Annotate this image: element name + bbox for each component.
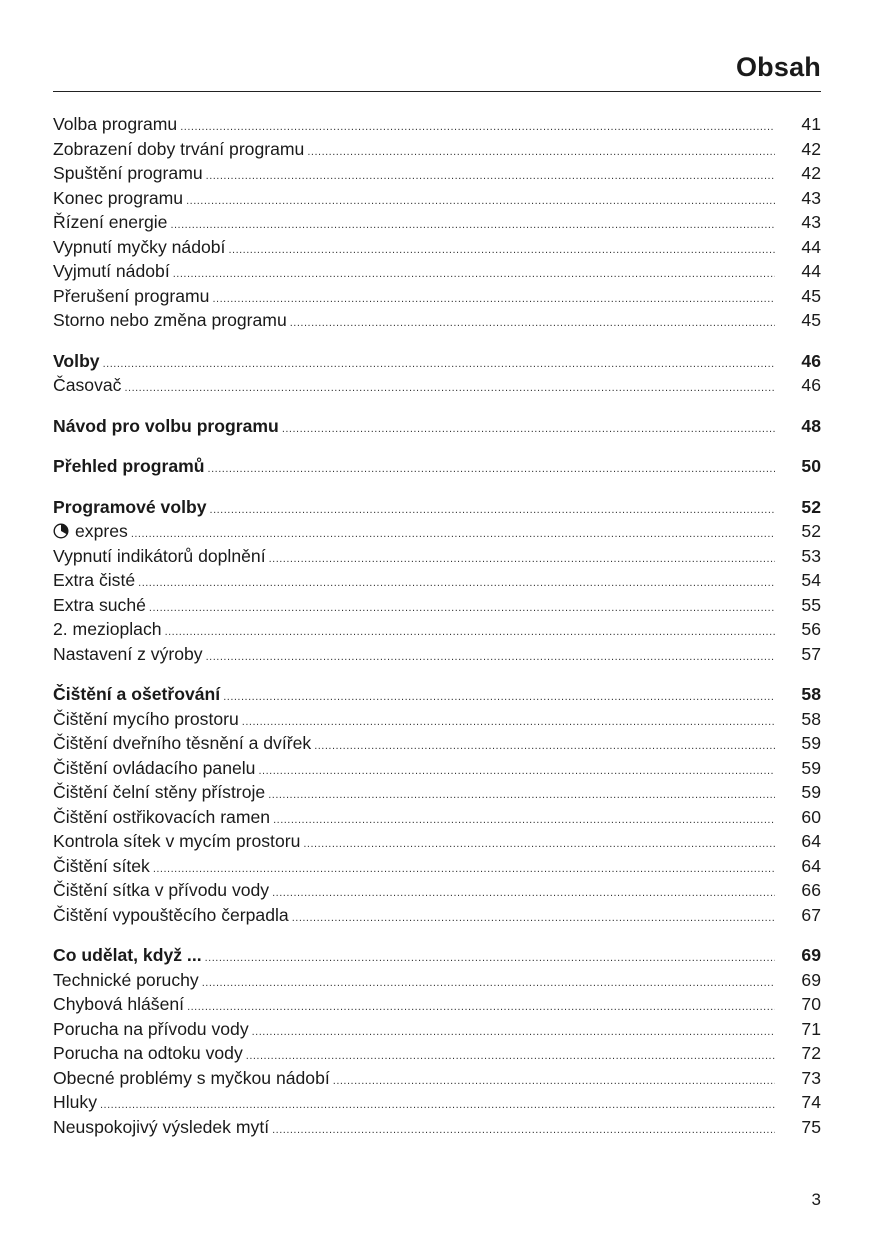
dot-leader [228,244,775,256]
dot-leader [180,121,775,133]
toc-entry-page: 60 [801,806,821,827]
toc-section [53,416,821,441]
toc-entry[interactable] [53,831,821,856]
toc-entry[interactable] [53,644,821,669]
toc-entry[interactable] [53,1043,821,1068]
dot-leader [173,268,775,280]
toc-entry-page: 46 [801,350,821,371]
toc-section [53,945,821,1141]
toc-entry[interactable] [53,905,821,930]
dot-leader [165,626,775,638]
page-title: Obsah [735,52,821,82]
toc-entry[interactable] [53,709,821,734]
dot-leader [246,1050,775,1062]
toc-entry[interactable] [53,856,821,881]
page-number: 3 [811,1190,821,1209]
toc-entry[interactable] [53,1019,821,1044]
dot-leader [333,1075,775,1087]
toc-heading-entry[interactable] [53,497,821,522]
toc-entry[interactable] [53,212,821,237]
toc-entry-title: Porucha na odtoku vody [53,1043,243,1063]
toc-entry-title: Kontrola sítek v mycím prostoru [53,831,301,851]
dot-leader [307,146,775,158]
toc-entry-title: Nastavení z výroby [53,643,203,664]
toc-entry-page: 52 [801,521,821,541]
toc-entry-page: 59 [801,782,821,802]
toc-entry-title: Přerušení programu [53,285,210,306]
toc-entry-title: Co udělat, když ... [53,945,202,965]
toc-entry[interactable] [53,286,821,311]
toc-entry-page: 52 [801,496,821,517]
toc-entry[interactable] [53,619,821,644]
dot-leader [149,602,775,614]
toc-entry[interactable] [53,375,821,400]
toc-entry[interactable] [53,807,821,832]
dot-leader [124,382,775,394]
dot-leader [202,977,775,989]
toc-entry-page: 64 [801,855,821,876]
toc-entry-page: 41 [801,114,821,134]
toc-entry-page: 69 [801,969,821,990]
toc-entry-page: 56 [801,619,821,639]
toc-entry-title: Čištění a ošetřování [53,684,221,704]
dot-leader [210,504,775,516]
dot-leader [268,789,775,801]
toc-entry-title: Čištění vypouštěcího čerpadla [53,904,289,925]
toc-entry-page: 48 [801,415,821,436]
toc-entry-title: Volby [53,350,100,371]
toc-entry-title: Storno nebo změna programu [53,310,287,330]
toc-entry-page: 57 [801,643,821,664]
toc-section [53,684,821,929]
dot-leader [187,1001,775,1013]
dot-leader [269,553,775,565]
dot-leader [103,358,775,370]
toc-entry-title: Zobrazení doby trvání programu [53,138,305,159]
toc-heading-entry[interactable] [53,351,821,376]
toc-entry[interactable] [53,758,821,783]
dot-leader [273,814,775,826]
toc-entry-page: 54 [801,570,821,590]
toc-entry-title: Spuštění programu [53,163,203,183]
toc-entry-title: Volba programu [53,114,178,134]
dot-leader [272,887,775,899]
toc-entry-title: Extra čisté [53,570,136,590]
toc-entry-title: Vyjmutí nádobí [53,261,170,281]
toc-entry-page: 43 [801,187,821,208]
toc-entry[interactable] [53,546,821,571]
toc-entry-page: 73 [801,1067,821,1088]
toc-entry-title: Chybová hlášení [53,994,185,1014]
dot-leader [223,691,775,703]
toc-entry[interactable] [53,261,821,286]
toc-heading-entry[interactable] [53,416,821,441]
toc-entry[interactable] [53,139,821,164]
dot-leader [314,740,775,752]
toc-entry[interactable] [53,163,821,188]
toc-section [53,114,821,335]
dot-leader [100,1099,775,1111]
dot-leader [131,528,775,540]
toc-entry[interactable] [53,237,821,262]
toc-entry-title: Hluky [53,1092,97,1112]
dot-leader [303,838,775,850]
dot-leader [206,651,775,663]
dot-leader [242,716,775,728]
toc-entry-title: Návod pro volbu programu [53,415,279,436]
toc-entry-page: 42 [801,163,821,183]
toc-entry-title: expres [75,521,128,541]
toc-entry-page: 53 [801,545,821,566]
toc-entry-title: Vypnutí indikátorů doplnění [53,545,266,566]
dot-leader [292,912,775,924]
toc-entry-page: 74 [801,1092,821,1112]
toc-section [53,456,821,481]
toc-entry-title: Čištění čelní stěny přístroje [53,782,266,802]
toc-entry-page: 66 [801,880,821,900]
toc-entry-page: 46 [801,375,821,395]
table-of-contents [53,114,821,1157]
toc-entry-title: Čištění dveřního těsnění a dvířek [53,733,312,753]
toc-entry[interactable] [53,782,821,807]
toc-entry[interactable] [53,114,821,139]
toc-entry-page: 45 [801,285,821,306]
toc-entry-page: 58 [801,708,821,729]
toc-entry[interactable] [53,970,821,995]
toc-entry-page: 58 [801,684,821,704]
toc-entry-title: Čištění mycího prostoru [53,708,239,729]
toc-entry[interactable] [53,521,821,546]
toc-entry-title: Programové volby [53,496,207,517]
toc-heading-entry[interactable] [53,456,821,481]
toc-entry-title: Obecné problémy s myčkou nádobí [53,1067,330,1088]
toc-entry[interactable] [53,310,821,335]
toc-entry[interactable] [53,733,821,758]
toc-entry-title: Časovač [53,375,122,395]
toc-entry-page: 71 [801,1018,821,1039]
toc-entry-page: 64 [801,831,821,851]
toc-entry-title: Čištění ostřikovacích ramen [53,806,271,827]
toc-entry-title: Extra suché [53,594,146,615]
toc-entry-page: 59 [801,757,821,778]
toc-entry-page: 72 [801,1043,821,1063]
dot-leader [138,577,775,589]
toc-entry-title: 2. mezioplach [53,619,162,639]
toc-entry-title: Přehled programů [53,456,205,476]
clock-icon [53,523,69,539]
toc-entry-page: 50 [801,456,821,476]
toc-entry-title: Vypnutí myčky nádobí [53,236,226,257]
toc-heading-entry[interactable] [53,945,821,970]
toc-entry-page: 45 [801,310,821,330]
toc-entry[interactable] [53,1117,821,1142]
toc-entry-title: Čištění sítka v přívodu vody [53,880,270,900]
toc-entry-page: 69 [801,945,821,965]
toc-entry-page: 55 [801,594,821,615]
toc-entry-page: 44 [801,261,821,281]
toc-entry-page: 44 [801,236,821,257]
toc-entry-page: 70 [801,994,821,1014]
dot-leader [208,463,775,475]
toc-entry[interactable] [53,880,821,905]
dot-leader [206,170,775,182]
toc-entry[interactable] [53,1068,821,1093]
toc-entry-title: Technické poruchy [53,969,199,990]
dot-leader [258,765,775,777]
toc-heading-entry[interactable] [53,684,821,709]
toc-entry-page: 42 [801,138,821,159]
dot-leader [170,219,775,231]
toc-entry[interactable] [53,595,821,620]
dot-leader [252,1026,775,1038]
dot-leader [290,317,775,329]
dot-leader [212,293,775,305]
dot-leader [272,1124,775,1136]
toc-section [53,497,821,669]
toc-entry-title: Čištění ovládacího panelu [53,757,256,778]
toc-entry-title: Porucha na přívodu vody [53,1018,249,1039]
toc-entry-title: Neuspokojivý výsledek mytí [53,1116,270,1137]
dot-leader [153,863,775,875]
header-divider [53,91,821,92]
dot-leader [186,195,775,207]
dot-leader [205,952,775,964]
toc-entry-page: 59 [801,733,821,753]
toc-entry-page: 67 [801,904,821,925]
toc-entry[interactable] [53,1092,821,1117]
toc-entry[interactable] [53,570,821,595]
toc-section [53,351,821,400]
toc-entry-page: 43 [801,212,821,232]
toc-entry[interactable] [53,188,821,213]
toc-entry-title: Čištění sítek [53,855,150,876]
toc-entry[interactable] [53,994,821,1019]
toc-entry-title: Řízení energie [53,212,168,232]
toc-entry-page: 75 [801,1116,821,1137]
toc-entry-title: Konec programu [53,187,184,208]
dot-leader [282,423,775,435]
